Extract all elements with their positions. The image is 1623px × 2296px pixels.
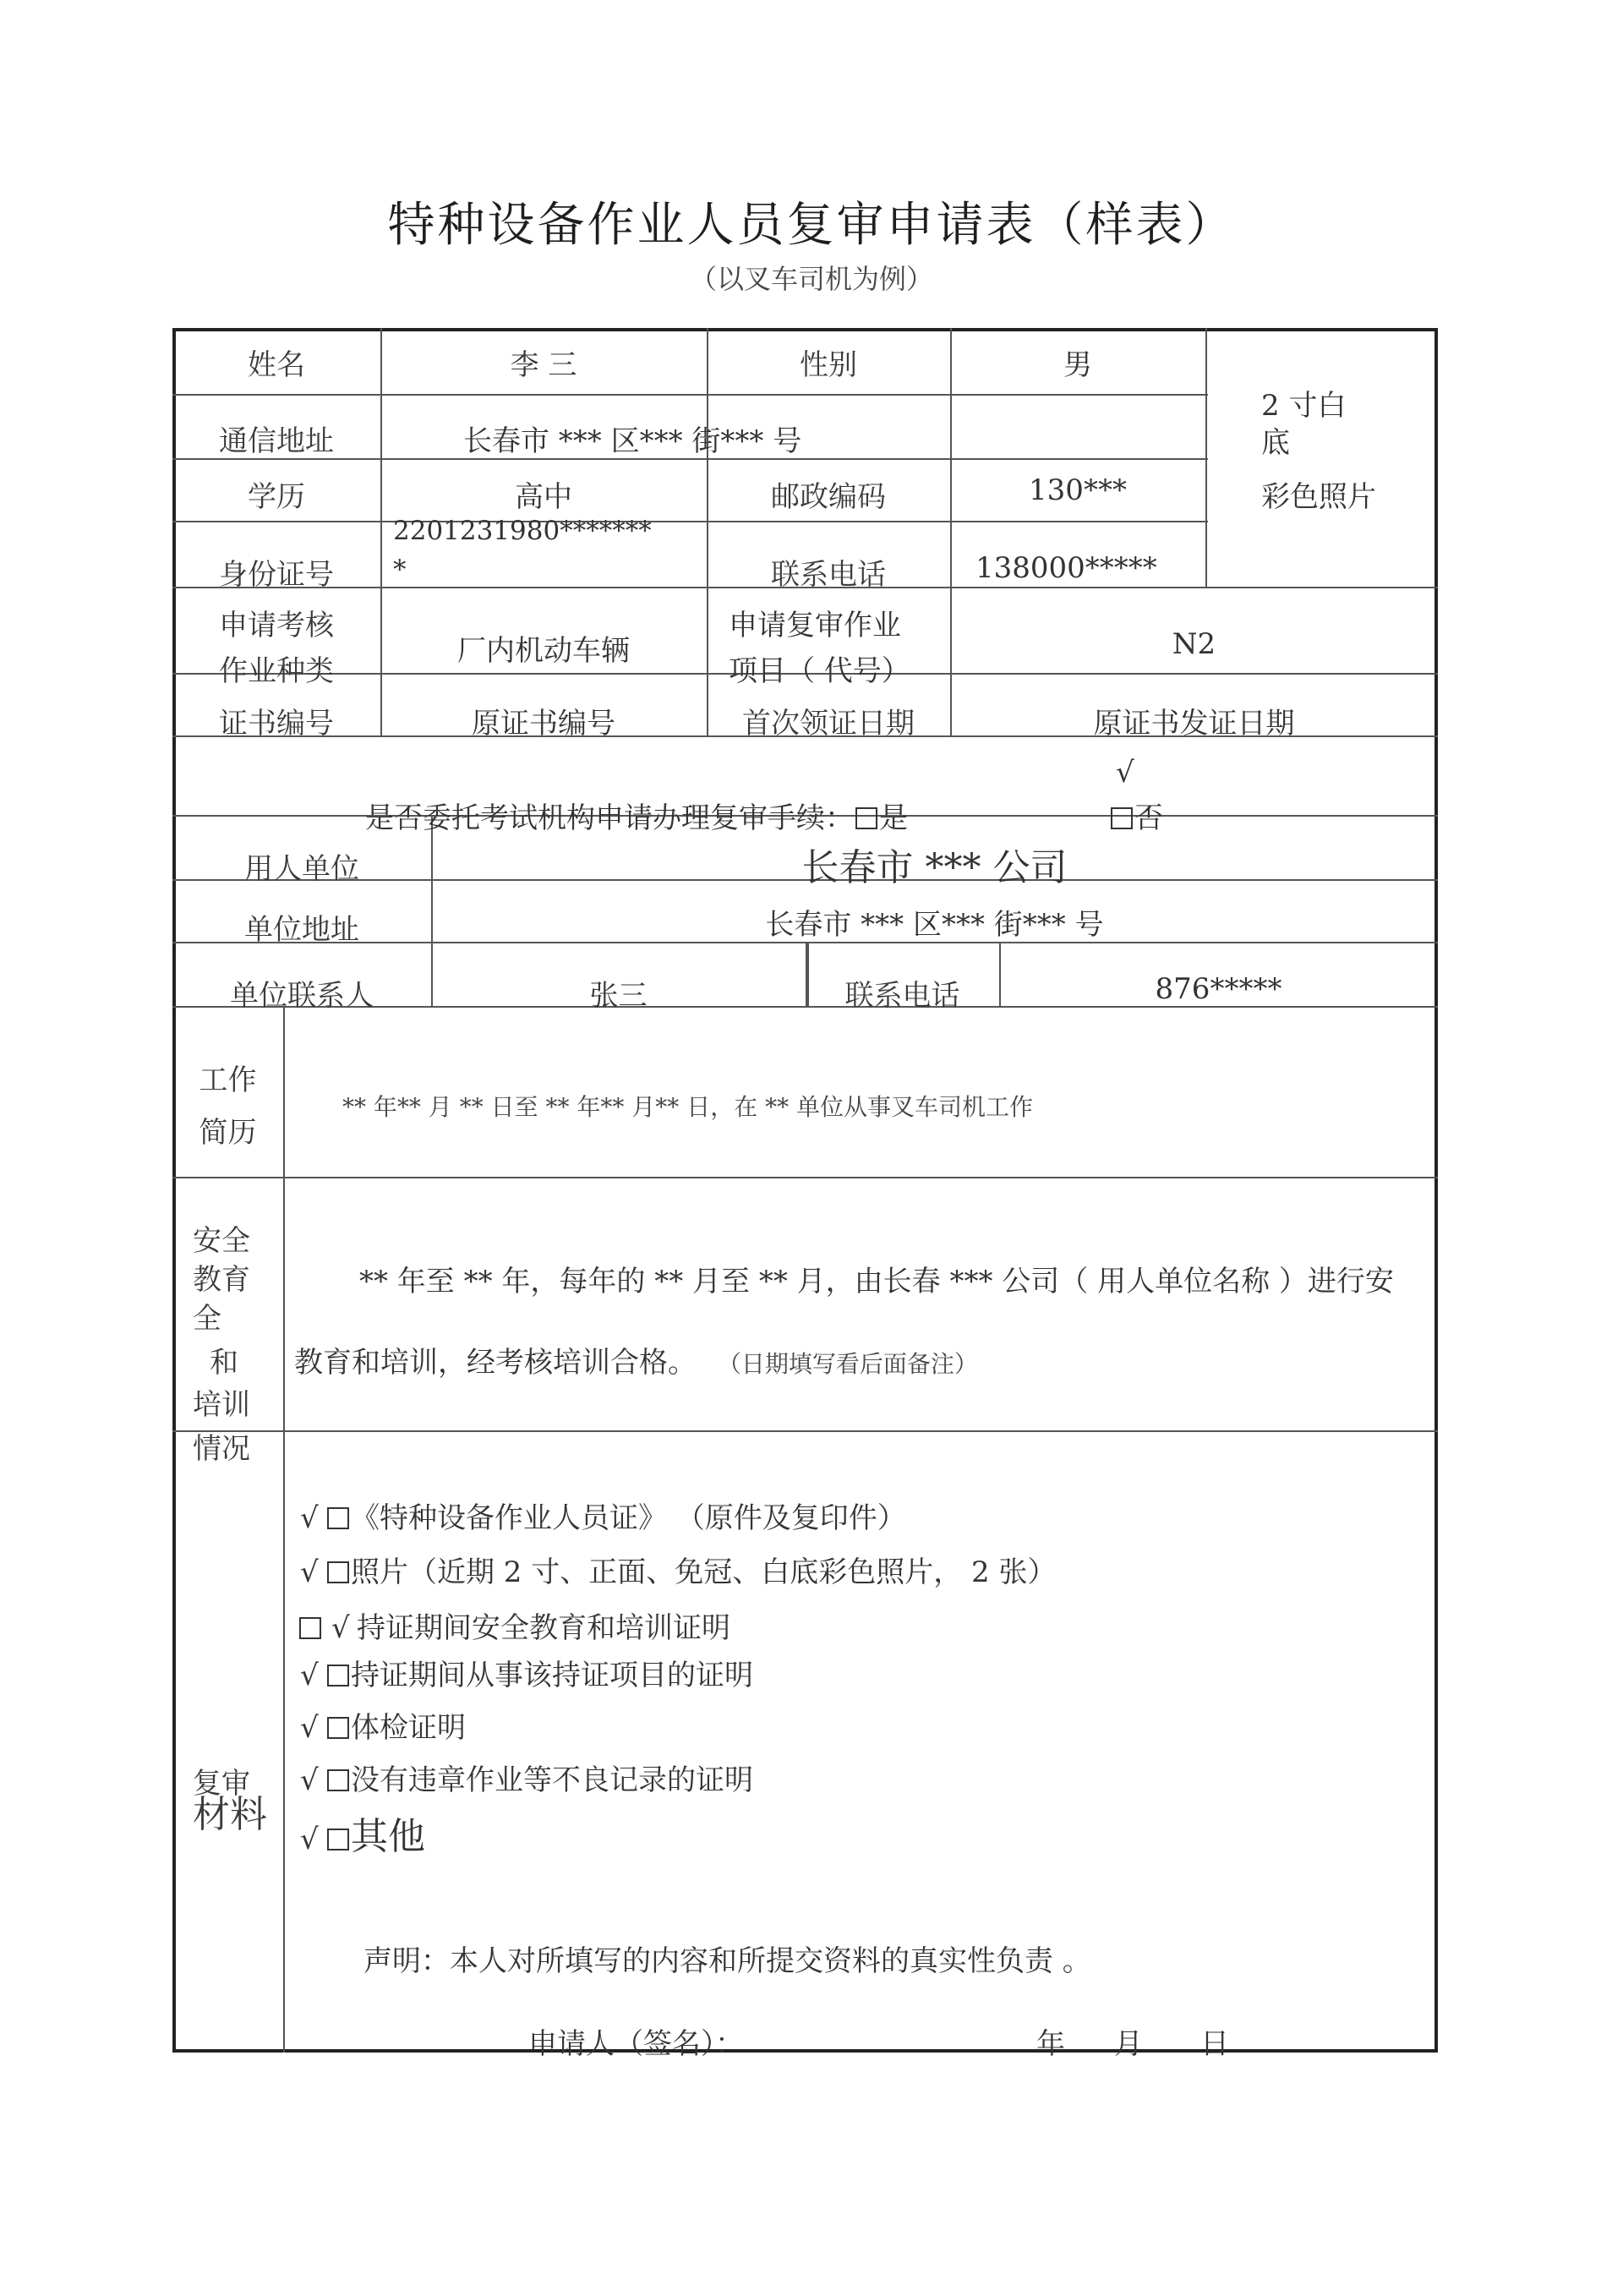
col-divider: [707, 328, 708, 735]
photo-placeholder-line2: 底: [1261, 426, 1290, 460]
first-date-label: 首次领证日期: [742, 707, 915, 741]
category-label-line2: 作业种类: [219, 654, 334, 688]
materials-label-line1: 复审: [193, 1767, 250, 1801]
employer-address-label: 单位地址: [244, 913, 359, 947]
material-checkbox[interactable]: [299, 1617, 321, 1639]
name-value: 李 三: [510, 348, 577, 382]
certificate-number-value: 原证书编号: [472, 707, 615, 741]
material-item-label: 没有违章作业等不良记录的证明: [351, 1763, 753, 1797]
check-mark: √: [300, 1501, 319, 1535]
address-value: 长春市 *** 区*** 街*** 号: [463, 424, 802, 458]
delegation-check-mark: √: [1116, 756, 1134, 790]
delegation-question-text: 是否委托考试机构申请办理复审手续：: [365, 801, 854, 835]
item-label-line1: 申请复审作业: [729, 609, 901, 642]
work-history-text: ** 年** 月 ** 日至 ** 年** 月** 日，在 ** 单位从事叉车司机工作: [342, 1093, 1034, 1121]
postcode-label: 邮政编码: [771, 480, 886, 514]
employer-address-value: 长春市 *** 区*** 街*** 号: [765, 908, 1104, 942]
employer-phone-value: 876*****: [1155, 972, 1282, 1006]
training-label-line4: 和: [210, 1346, 238, 1380]
training-text-line2-main: 教育和培训，经考核培训合格。: [294, 1346, 697, 1380]
check-mark: √: [300, 1823, 319, 1856]
check-mark: √: [300, 1763, 319, 1797]
material-checkbox[interactable]: [327, 1769, 349, 1791]
delegation-yes-label: 是: [879, 801, 908, 835]
employer-phone-label: 联系电话: [844, 979, 960, 1013]
form-subtitle: （以叉车司机为例）: [689, 263, 933, 295]
material-checkbox[interactable]: [327, 1665, 349, 1686]
material-item-label: 照片（近期 2 寸、正面、免冠、白底彩色照片， 2 张）: [351, 1555, 1057, 1589]
name-label: 姓名: [248, 348, 305, 382]
signature-label: 申请人（签名）：: [528, 2027, 744, 2061]
materials-item: [300, 1704, 466, 1746]
item-label-line2: 项目（ 代号）: [729, 654, 910, 688]
training-label-line3: 全: [193, 1302, 221, 1336]
form-title: 特种设备作业人员复审申请表（样表）: [387, 198, 1236, 253]
training-label-line6: 情况: [193, 1432, 250, 1466]
row-divider: [172, 521, 1208, 522]
employer-contact-label: 单位联系人: [230, 979, 374, 1013]
delegation-no-option: [1109, 795, 1163, 836]
item-code-value: N2: [1172, 627, 1216, 661]
gender-label: 性别: [800, 348, 857, 382]
training-text-line2: [294, 1339, 978, 1380]
material-item-label: 持证期间从事该持证项目的证明: [351, 1659, 753, 1692]
materials-item: [300, 1549, 1057, 1590]
materials-item: [300, 1652, 753, 1693]
signature-month: 月: [1114, 2027, 1143, 2061]
materials-item: [300, 1757, 753, 1798]
certificate-number-label: 证书编号: [219, 707, 334, 741]
phone-label: 联系电话: [771, 558, 886, 592]
signature-year: 年: [1036, 2027, 1065, 2061]
check-mark: √: [331, 1611, 350, 1645]
training-note: （日期填写看后面备注）: [717, 1350, 978, 1378]
id-value-line1: 2201231980*******: [393, 516, 652, 546]
training-label-line5: 培训: [193, 1388, 250, 1422]
materials-item: [300, 1806, 425, 1860]
employer-label: 用人单位: [244, 852, 359, 886]
work-history-label-line1: 工作: [199, 1063, 257, 1097]
check-mark: √: [300, 1711, 319, 1745]
col-divider: [283, 1006, 285, 2053]
material-checkbox[interactable]: [327, 1829, 349, 1850]
material-item-label: 持证期间安全教育和培训证明: [357, 1611, 730, 1645]
materials-item: [298, 1604, 730, 1646]
education-label: 学历: [248, 480, 305, 514]
phone-value: 138000*****: [975, 551, 1157, 585]
col-divider: [380, 328, 382, 735]
photo-placeholder-line1: 2 寸白: [1261, 389, 1347, 423]
material-checkbox[interactable]: [327, 1717, 349, 1739]
address-label: 通信地址: [219, 424, 334, 458]
category-value: 厂内机动车辆: [457, 634, 630, 668]
training-text-line1: ** 年至 ** 年，每年的 ** 月至 ** 月，由长春 *** 公司（ 用人单位名称 ）进行安: [359, 1265, 1394, 1298]
delegation-yes-checkbox[interactable]: [855, 807, 877, 829]
material-checkbox[interactable]: [327, 1561, 349, 1583]
work-history-label-line2: 简历: [199, 1116, 257, 1150]
row-divider: [172, 1430, 1438, 1432]
employer-contact-value: 张三: [589, 979, 648, 1013]
delegation-no-checkbox[interactable]: [1111, 807, 1133, 829]
row-divider: [172, 394, 1208, 396]
materials-item: [300, 1495, 906, 1536]
material-item-label: 其他: [351, 1815, 425, 1858]
first-date-value: 原证书发证日期: [1093, 707, 1295, 741]
signature-day: 日: [1200, 2027, 1229, 2061]
training-label-line1: 安全: [193, 1224, 250, 1258]
postcode-value: 130***: [1029, 473, 1127, 507]
col-divider: [1205, 328, 1207, 587]
id-value-line2: *: [393, 555, 407, 585]
declaration-text: 声明：本人对所填写的内容和所提交资料的真实性负责 。: [363, 1944, 1091, 1978]
check-mark: √: [300, 1555, 319, 1589]
delegation-no-label: 否: [1134, 801, 1163, 835]
row-divider: [172, 1177, 1438, 1178]
employer-value: 长春市 *** 公司: [801, 846, 1068, 889]
col-divider: [950, 328, 952, 735]
id-label: 身份证号: [219, 558, 334, 592]
materials-label-line2: 材料: [193, 1793, 267, 1836]
category-label-line1: 申请考核: [219, 609, 334, 642]
photo-placeholder-line3: 彩色照片: [1261, 480, 1376, 514]
material-item-label: 体检证明: [351, 1711, 466, 1745]
gender-value: 男: [1063, 348, 1092, 382]
education-value: 高中: [515, 480, 572, 514]
check-mark: √: [300, 1659, 319, 1692]
material-item-label: 《特种设备作业人员证》 （原件及复印件）: [351, 1501, 906, 1535]
delegation-question: [365, 795, 908, 836]
material-checkbox[interactable]: [327, 1507, 349, 1529]
training-label-line2: 教育: [193, 1263, 250, 1297]
